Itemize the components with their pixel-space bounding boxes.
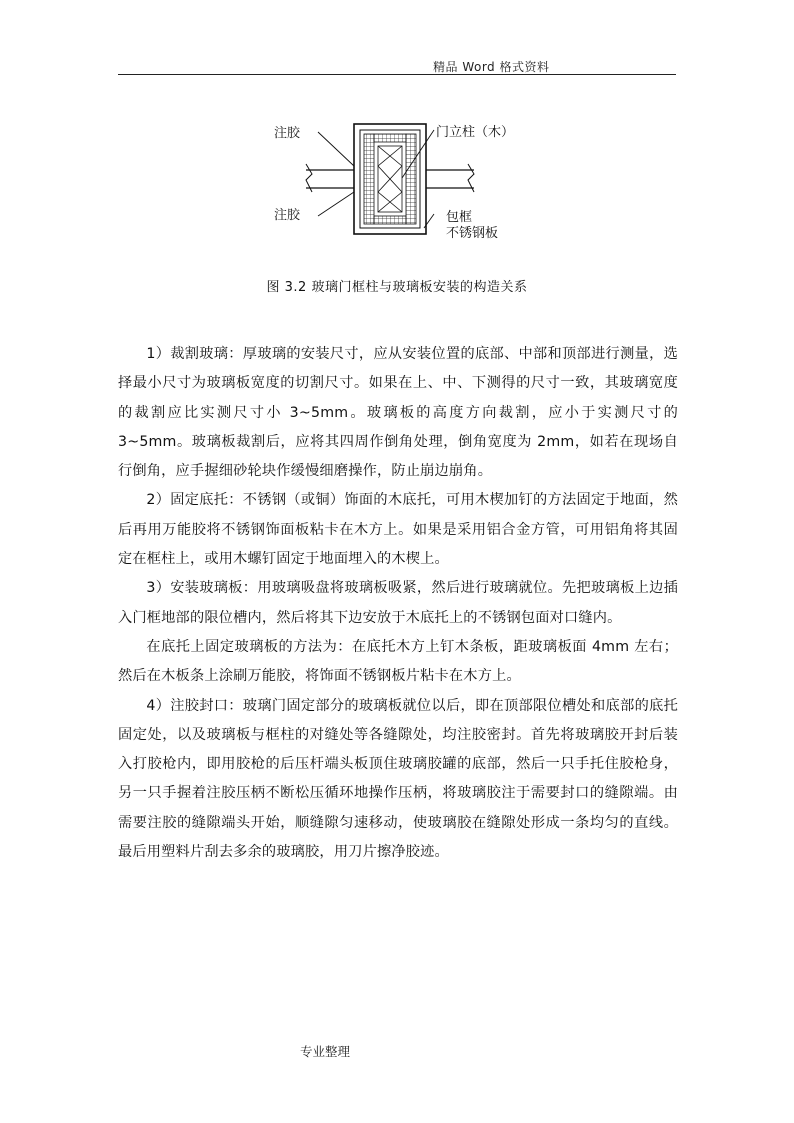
- label-door-post: 门立柱（木）: [436, 125, 515, 140]
- page-header: 精品 Word 格式资料: [433, 60, 550, 74]
- body-text: [118, 340, 678, 867]
- grid-strip-top: [374, 134, 406, 142]
- grid-strip-right: [406, 134, 416, 224]
- page-footer: 专业整理: [300, 1044, 351, 1059]
- paragraph: 在底托上固定玻璃板的方法为：在底托木方上钉木条板，距玻璃板面 4mm 左右；然后在木板条上涂刷万能胶，将饰面不锈钢板片粘卡在木方上。: [118, 638, 678, 685]
- paragraph: 3）安装玻璃板：用玻璃吸盘将玻璃板吸紧，然后进行玻璃就位。先把玻璃板上边插入门框地部的限位槽内，然后将其下边安放于木底托上的不锈钢包面对口缝内。: [118, 580, 678, 626]
- label-wrap-frame: 包框: [446, 210, 473, 225]
- label-glue-top: 注胶: [274, 126, 301, 141]
- paragraph: 4）注胶封口：玻璃门固定部分的玻璃板就位以后，即在顶部限位槽处和底部的底托固定处，以及玻璃板与框柱的对缝处等各缝隙处，均注胶密封。首先将玻璃胶开封后装入打胶枪内，即用胶枪的后压杆端头板顶住玻璃胶罐的底部，然后一只手托住胶枪身，另一只手握着注胶压柄不断松压循环地操作压柄，将玻璃胶注于需要封口的缝隙端。由需要注胶的缝隙端头开始，顺缝隙匀速移动，使玻璃胶在缝隙处形成一条均匀的直线。最后用塑料片刮去多余的玻璃胶，用刀片擦净胶迹。: [118, 697, 678, 861]
- header-rule: [118, 74, 676, 75]
- paragraph: 2）固定底托：不锈钢（或铜）饰面的木底托，可用木楔加钉的方法固定于地面，然后再用万能胶将不锈钢饰面板粘卡在木方上。如果是采用铝合金方管，可用铝角将其固定在框柱上，或用木螺钉固定于地面埋入的木楔上。: [118, 492, 678, 568]
- figure-caption: 图 3.2 玻璃门框柱与玻璃板安装的构造关系: [266, 280, 528, 295]
- grid-strip-left: [364, 134, 374, 224]
- label-glue-bottom: 注胶: [274, 208, 301, 223]
- construction-figure: [266, 118, 516, 248]
- paragraph: 1）裁割玻璃：厚玻璃的安装尺寸，应从安装位置的底部、中部和顶部进行测量，选择最小尺寸为玻璃板宽度的切割尺寸。如果在上、中、下测得的尺寸一致，其玻璃宽度的裁割应比实测尺寸小 3~5mm。玻璃板的高度方向裁割，应小于实测尺寸的 3~5mm。玻璃板裁割后，应将其四周作倒角处理，倒角宽度为 2mm，如若在现场自行倒角，应手握细砂轮块作缓慢细磨操作，防止崩边崩角。: [118, 346, 678, 480]
- grid-strip-bottom: [374, 216, 406, 224]
- label-steel-plate: 不锈钢板: [446, 226, 499, 241]
